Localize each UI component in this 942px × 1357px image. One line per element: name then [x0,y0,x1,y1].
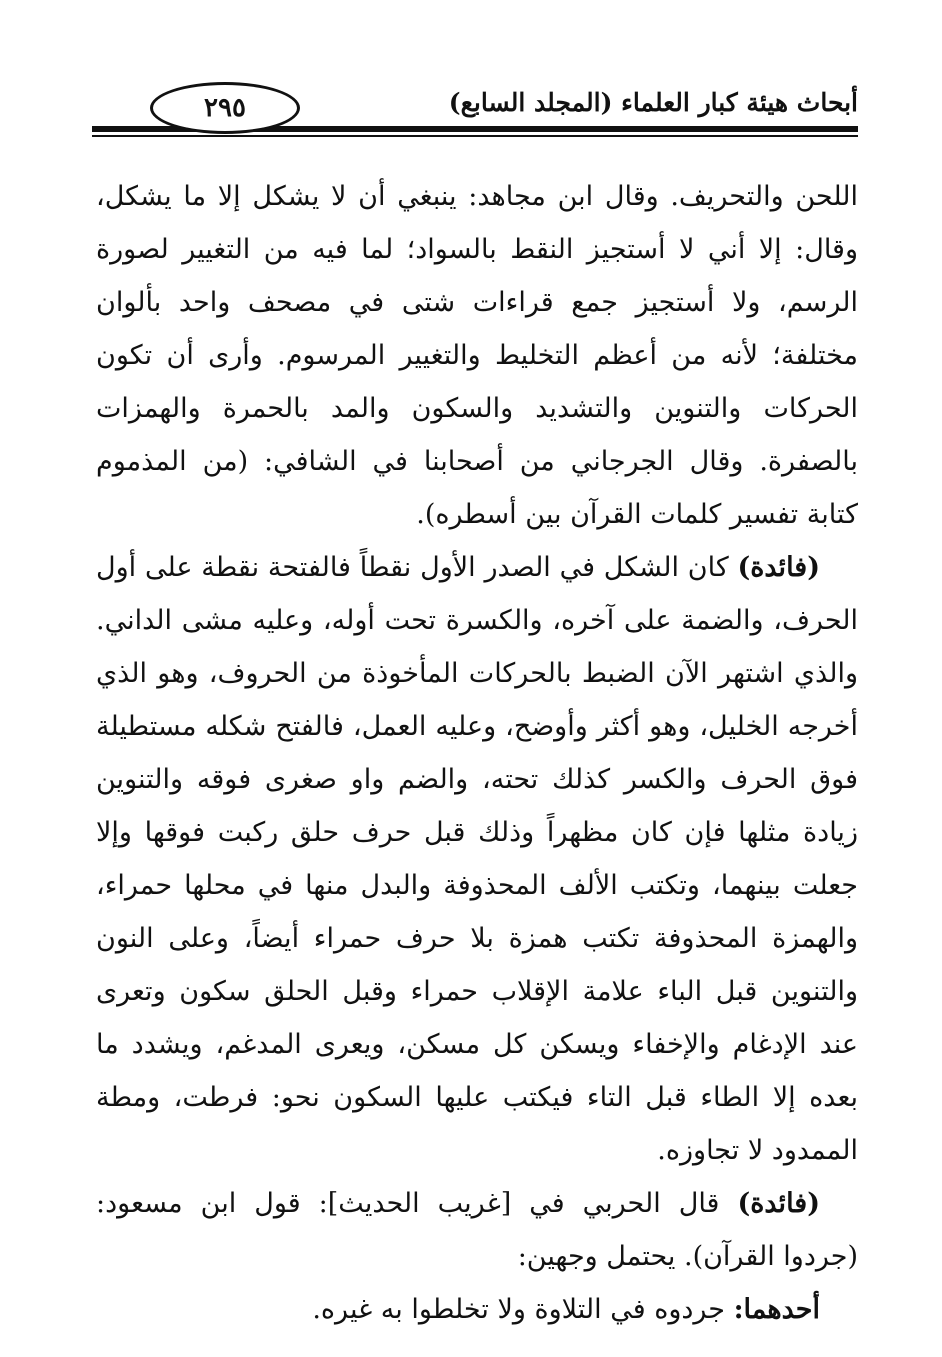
paragraph [96,541,858,1177]
page-header [92,80,858,140]
paragraph-text: اللحن والتحريف. وقال ابن مجاهد: ينبغي أن لا يشكل إلا ما يشكل، وقال: إلا أني لا أستجيز النقط بالسواد؛ لما فيه من التغيير لصورة الرسم، ولا أستجيز جمع قراءات شتى في مصحف واحد بألوان مختلفة؛ لأنه من أعظم التخليط والتغيير المرسوم. وأرى أن تكون الحركات والتنوين والتشديد والسكون والمد بالحمرة والهمزات بالصفرة. وقال الجرجاني من أصحابنا في الشافي: (من المذموم كتابة تفسير كلمات القرآن بين أسطره). [96,181,858,530]
running-title: أبحاث هيئة كبار العلماء (المجلد السابع) [448,88,858,117]
paragraph [96,1283,858,1336]
paragraph-label: (فائدة) [737,552,820,583]
paragraph [96,170,858,541]
header-rule-thin [92,135,858,137]
paragraph-text: كان الشكل في الصدر الأول نقطاً فالفتحة نقطة على أول الحرف، والضمة على آخره، والكسرة تحت أوله، وعليه مشى الداني. والذي اشتهر الآن الضبط بالحركات المأخوذة من الحروف، وهو الذي أخرجه الخليل، وهو أكثر وأوضح، وعليه العمل، فالفتح شكله مستطيلة فوق الحرف والكسر كذلك تحته، والضم واو صغرى فوقه والتنوين زيادة مثلها فإن كان مظهراً وذلك قبل حرف حلق ركبت فوقها وإلا جعلت بينهما، وتكتب الألف المحذوفة والبدل منها في محلها حمراء، والهمزة المحذوفة تكتب همزة بلا حرف حمراء أيضاً، وعلى النون والتنوين قبل الباء علامة الإقلاب حمراء وقبل الحلق سكون وتعرى عند الإدغام والإخفاء ويسكن كل مسكن، ويعرى المدغم، ويشدد ما بعده إلا الطاء قبل التاء فيكتب عليها السكون نحو: فرطت، ومطة الممدود لا تجاوزه. [96,552,858,1166]
paragraph-text: جردوه في التلاوة ولا تخلطوا به غيره. [312,1294,734,1325]
paragraph-text: قال الحربي في [غريب الحديث]: قول ابن مسعود: (جردوا القرآن). يحتمل وجهين: [96,1188,858,1272]
paragraph-label: أحدهما: [733,1294,820,1325]
body-text [96,170,858,1336]
page-number: ٢٩٥ [150,82,300,134]
paragraph-label: (فائدة) [737,1188,820,1219]
paragraph [96,1177,858,1283]
